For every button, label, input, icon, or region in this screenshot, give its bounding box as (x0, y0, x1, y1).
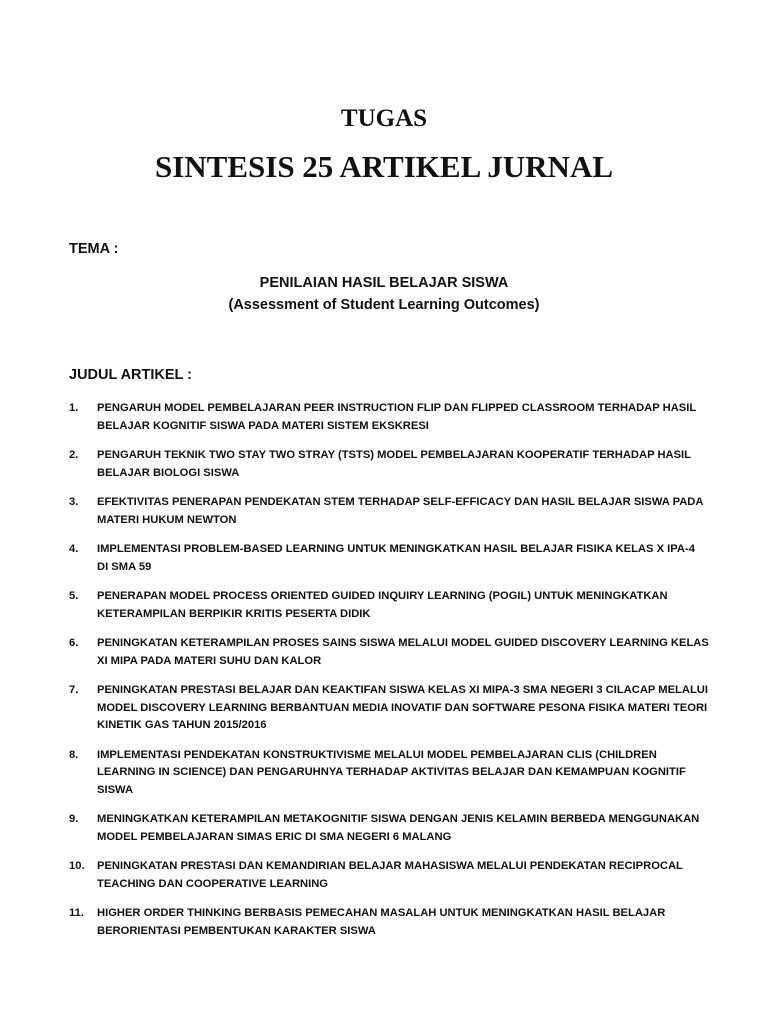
article-number: 11. (69, 907, 84, 919)
article-item (69, 635, 709, 670)
article-number: 7. (69, 684, 79, 696)
article-item (69, 905, 709, 940)
article-title: PENGARUH TEKNIK TWO STAY TWO STRAY (TSTS) MODEL PEMBELAJARAN KOOPERATIF TERHADAP HASIL BELAJAR BIOLOGI SISWA (97, 449, 691, 479)
article-item (69, 541, 709, 576)
article-number: 8. (69, 748, 79, 761)
judul-artikel-label: JUDUL ARTIKEL : (69, 367, 192, 383)
article-item (69, 400, 709, 435)
article-number: 10. (69, 860, 85, 872)
tema-block (0, 272, 768, 316)
article-title: HIGHER ORDER THINKING BERBASIS PEMECAHAN MASALAH UNTUK MENINGKATKAN HASIL BELAJAR BERORIENTASI PEMBENTUKAN KARAKTER SISWA (97, 907, 666, 937)
tema-title: PENILAIAN HASIL BELAJAR SISWA (259, 275, 509, 291)
article-number: 9. (69, 813, 79, 825)
article-item (69, 494, 709, 529)
article-title: MENINGKATKAN KETERAMPILAN METAKOGNITIF SISWA DENGAN JENIS KELAMIN BERBEDA MENGGUNAKAN MODEL PEMBELAJARAN SIMAS ERIC DI SMA NEGERI 6 MALANG (97, 813, 700, 843)
article-item (69, 858, 709, 893)
article-list (69, 400, 709, 952)
article-number: 2. (69, 449, 79, 461)
article-title: PENINGKATAN PRESTASI BELAJAR DAN KEAKTIFAN SISWA KELAS XI MIPA-3 SMA NEGERI 3 CILACAP MELALUI MODEL DISCOVERY LEARNING BERBANTUAN MEDIA INOVATIF DAN SOFTWARE PESONA FISIKA MATERI TEORI KINETIK GAS TAHUN 2015/2016 (97, 684, 708, 731)
tema-label: TEMA : (69, 241, 119, 257)
article-title: IMPLEMENTASI PROBLEM-BASED LEARNING UNTUK MENINGKATKAN HASIL BELAJAR FISIKA KELAS X IPA-4 DI SMA 59 (97, 543, 695, 573)
article-number: 4. (69, 543, 79, 555)
article-item (69, 811, 709, 846)
heading-title: SINTESIS 25 ARTIKEL JURNAL (154, 149, 614, 184)
tema-subtitle: (Assessment of Student Learning Outcomes) (228, 297, 540, 313)
article-title: IMPLEMENTASI PENDEKATAN KONSTRUKTIVISME MELALUI MODEL PEMBELAJARAN CLIS (CHILDREN LEARNING IN SCIENCE) DAN PENGARUHNYA TERHADAP AKTIVITAS BELAJAR DAN KEMAMPUAN KOGNITIF SISWA (97, 748, 686, 796)
article-item (69, 682, 709, 735)
article-item (69, 447, 709, 482)
article-title: PENINGKATAN KETERAMPILAN PROSES SAINS SISWA MELALUI MODEL GUIDED DISCOVERY LEARNING KELAS XI MIPA PADA MATERI SUHU DAN KALOR (97, 637, 709, 667)
article-number: 6. (69, 637, 79, 649)
article-item (69, 747, 709, 800)
article-title: PENGARUH MODEL PEMBELAJARAN PEER INSTRUCTION FLIP DAN FLIPPED CLASSROOM TERHADAP HASIL BELAJAR KOGNITIF SISWA PADA MATERI SISTEM EKSKRESI (97, 402, 696, 432)
article-number: 3. (69, 496, 79, 508)
article-item (69, 588, 709, 623)
article-number: 1. (69, 402, 79, 414)
article-number: 5. (69, 590, 79, 602)
article-title: PENERAPAN MODEL PROCESS ORIENTED GUIDED INQUIRY LEARNING (POGIL) UNTUK MENINGKATKAN KETERAMPILAN BERPIKIR KRITIS PESERTA DIDIK (97, 590, 668, 620)
article-title: EFEKTIVITAS PENERAPAN PENDEKATAN STEM TERHADAP SELF-EFFICACY DAN HASIL BELAJAR SISWA PADA MATERI HUKUM NEWTON (97, 496, 704, 526)
heading-tugas: TUGAS (340, 105, 428, 132)
article-title: PENINGKATAN PRESTASI DAN KEMANDIRIAN BELAJAR MAHASISWA MELALUI PENDEKATAN RECIPROCAL TEACHING DAN COOPERATIVE LEARNING (97, 860, 683, 890)
